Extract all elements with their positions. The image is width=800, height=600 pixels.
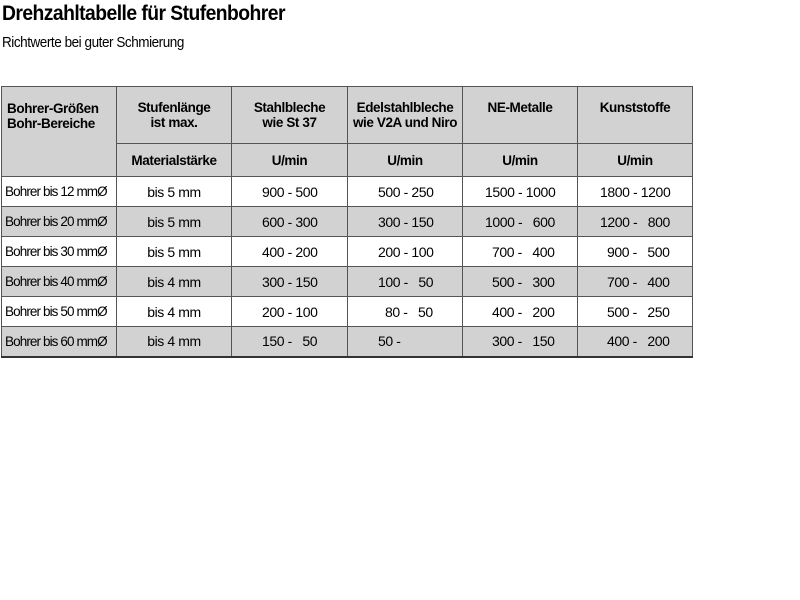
cell-drill-size: Bohrer bis 60 mmØ <box>2 327 117 357</box>
header-unit-steel: U/min <box>232 144 348 177</box>
cell-steel-rpm: 300 - 150 <box>232 267 348 297</box>
header-stainless-line1: Edelstahlbleche <box>356 100 454 115</box>
page-title: Drehzahltabelle für Stufenbohrer <box>2 2 285 25</box>
header-nonferrous-line1: NE-Metalle <box>487 100 553 115</box>
header-drill-sizes <box>2 87 117 177</box>
header-stainless-sheets <box>348 87 463 144</box>
header-nonferrous-metals <box>463 87 578 144</box>
cell-drill-size: Bohrer bis 30 mmØ <box>2 237 117 267</box>
table-row <box>2 177 693 207</box>
header-steel-line1: Stahlbleche <box>253 100 326 115</box>
cell-drill-size: Bohrer bis 20 mmØ <box>2 207 117 237</box>
page-subtitle: Richtwerte bei guter Schmierung <box>2 34 184 51</box>
cell-plastics-rpm: 1800 - 1200 <box>578 177 693 207</box>
cell-steel-rpm: 400 - 200 <box>232 237 348 267</box>
speed-table <box>1 86 693 358</box>
cell-drill-size: Bohrer bis 50 mmØ <box>2 297 117 327</box>
cell-drill-size: Bohrer bis 40 mmØ <box>2 267 117 297</box>
table-row <box>2 297 693 327</box>
cell-stainless-rpm: 500 - 250 <box>348 177 463 207</box>
cell-nonferrous-rpm: 300 - 150 <box>463 327 578 357</box>
cell-step-length: bis 5 mm <box>117 177 232 207</box>
header-drill-sizes-line1: Bohrer-Größen <box>7 100 99 116</box>
header-step-length <box>117 87 232 144</box>
header-unit-nonferrous: U/min <box>463 144 578 177</box>
header-plastics <box>578 87 693 144</box>
cell-plastics-rpm: 700 - 400 <box>578 267 693 297</box>
cell-nonferrous-rpm: 400 - 200 <box>463 297 578 327</box>
header-step-length-line1: Stufenlänge <box>137 100 211 115</box>
header-unit-plastics: U/min <box>578 144 693 177</box>
cell-nonferrous-rpm: 1500 - 1000 <box>463 177 578 207</box>
table-row <box>2 267 693 297</box>
table-row <box>2 327 693 357</box>
cell-step-length: bis 4 mm <box>117 327 232 357</box>
cell-nonferrous-rpm: 700 - 400 <box>463 237 578 267</box>
table-row <box>2 237 693 267</box>
cell-step-length: bis 4 mm <box>117 297 232 327</box>
cell-plastics-rpm: 900 - 500 <box>578 237 693 267</box>
cell-steel-rpm: 600 - 300 <box>232 207 348 237</box>
cell-plastics-rpm: 500 - 250 <box>578 297 693 327</box>
cell-nonferrous-rpm: 500 - 300 <box>463 267 578 297</box>
header-stainless-line2: wie V2A und Niro <box>352 115 458 130</box>
cell-step-length: bis 4 mm <box>117 267 232 297</box>
cell-stainless-rpm: 200 - 100 <box>348 237 463 267</box>
cell-steel-rpm: 150 - 50 <box>232 327 348 357</box>
header-material-thickness: Materialstärke <box>117 144 232 177</box>
cell-nonferrous-rpm: 1000 - 600 <box>463 207 578 237</box>
cell-plastics-rpm: 1200 - 800 <box>578 207 693 237</box>
cell-steel-rpm: 900 - 500 <box>232 177 348 207</box>
cell-stainless-rpm: 80 - 50 <box>348 297 463 327</box>
cell-plastics-rpm: 400 - 200 <box>578 327 693 357</box>
cell-stainless-rpm: 50 - <box>348 327 463 357</box>
cell-steel-rpm: 200 - 100 <box>232 297 348 327</box>
header-steel-sheets <box>232 87 348 144</box>
cell-step-length: bis 5 mm <box>117 207 232 237</box>
cell-drill-size: Bohrer bis 12 mmØ <box>2 177 117 207</box>
header-step-length-line2: ist max. <box>150 115 198 130</box>
header-drill-sizes-line2: Bohr-Bereiche <box>7 115 95 131</box>
table-row <box>2 207 693 237</box>
header-unit-stainless: U/min <box>348 144 463 177</box>
cell-stainless-rpm: 300 - 150 <box>348 207 463 237</box>
header-steel-line2: wie St 37 <box>262 115 317 130</box>
cell-stainless-rpm: 100 - 50 <box>348 267 463 297</box>
cell-step-length: bis 5 mm <box>117 237 232 267</box>
header-plastics-line1: Kunststoffe <box>599 100 671 115</box>
